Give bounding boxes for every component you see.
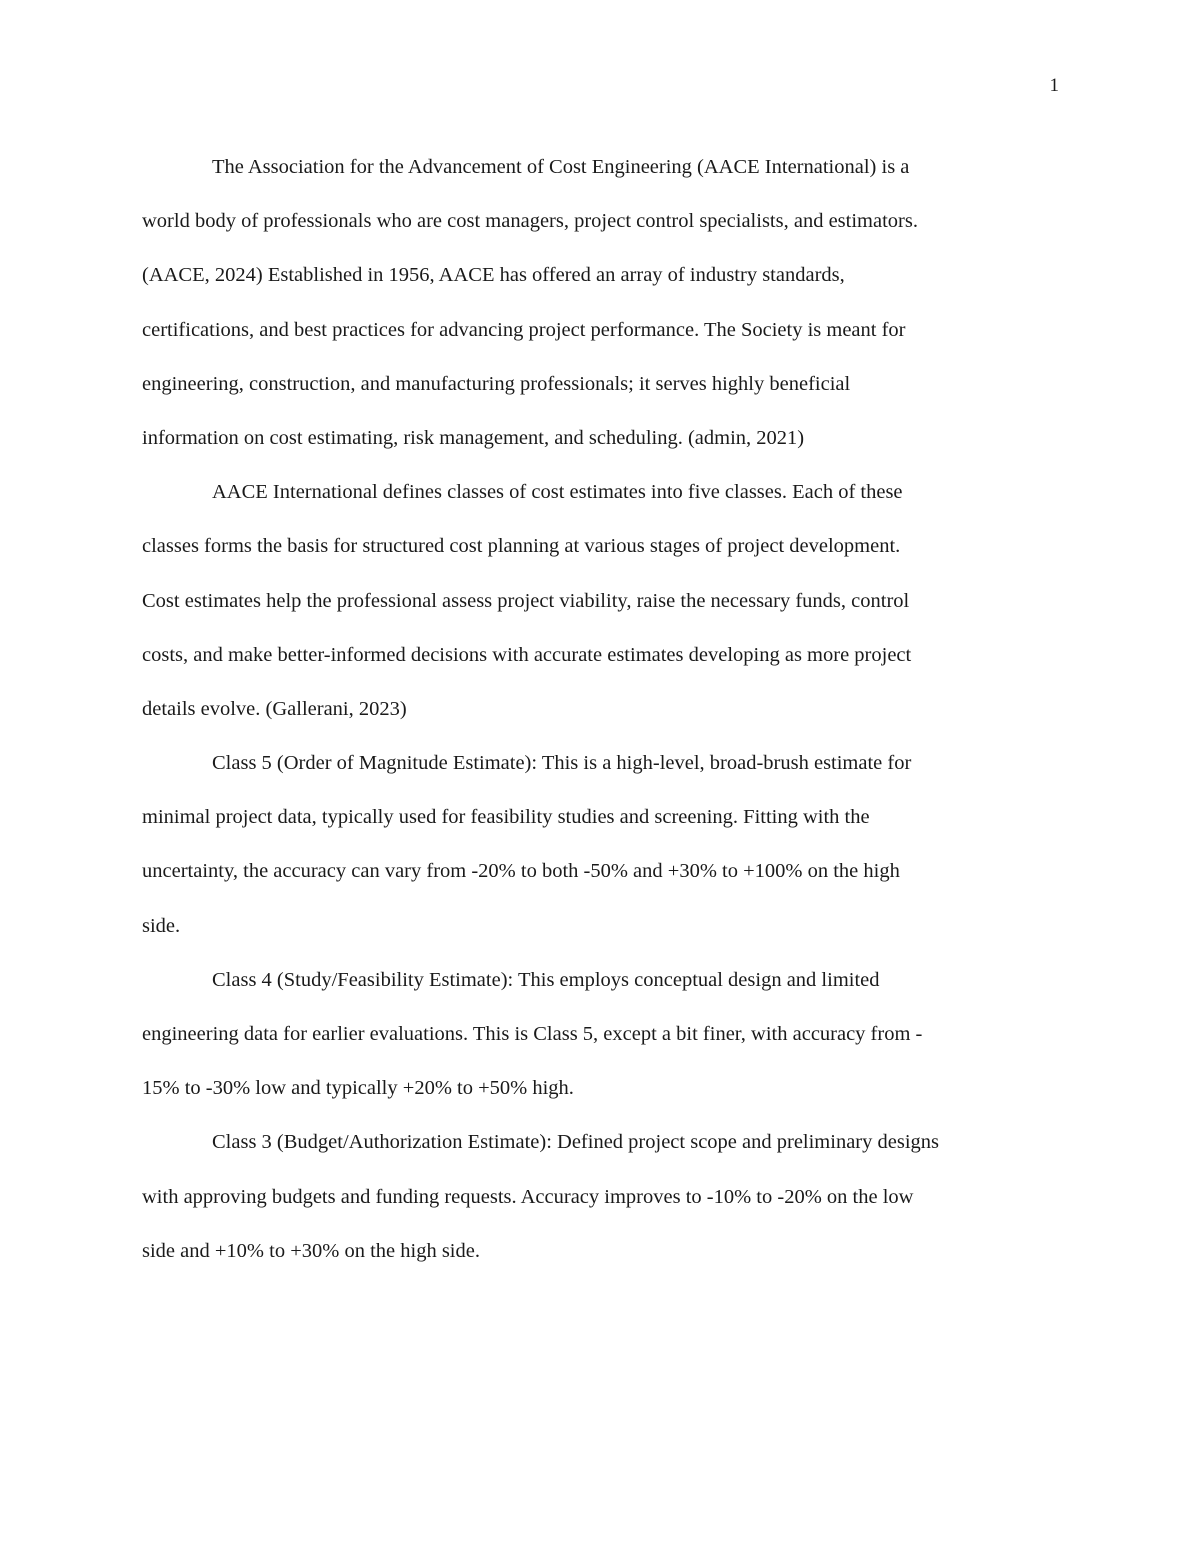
text-line: side and +10% to +30% on the high side. (142, 1239, 480, 1262)
text-line: certifications, and best practices for advancing project performance. The Society is meant for (142, 318, 906, 341)
text-line: Cost estimates help the professional assess project viability, raise the necessary funds, control (142, 589, 910, 612)
text-line: Class 3 (Budget/Authorization Estimate): Defined project scope and preliminary designs (212, 1131, 939, 1154)
text-line: minimal project data, typically used for feasibility studies and screening. Fitting with the (142, 806, 870, 829)
text-line: world body of professionals who are cost managers, project control specialists, and estimators. (142, 210, 918, 233)
text-line: side. (142, 914, 181, 937)
text-line: The Association for the Advancement of Cost Engineering (AACE International) is a (212, 156, 910, 178)
text-line: engineering data for earlier evaluations. This is Class 5, except a bit finer, with accuracy from - (142, 1023, 923, 1045)
text-line: uncertainty, the accuracy can vary from -20% to both -50% and +30% to +100% on the high (142, 860, 900, 883)
text-line: details evolve. (Gallerani, 2023) (142, 697, 407, 720)
text-line: 15% to -30% low and typically +20% to +50% high. (142, 1077, 574, 1100)
text-line: information on cost estimating, risk management, and scheduling. (admin, 2021) (142, 426, 805, 449)
text-line: Class 4 (Study/Feasibility Estimate): This employs conceptual design and limited (212, 968, 880, 991)
document-body (142, 140, 1060, 1278)
page-number: 1 (1049, 75, 1059, 96)
text-line: Class 5 (Order of Magnitude Estimate): This is a high-level, broad-brush estimate for (212, 752, 912, 775)
text-line: engineering, construction, and manufacturing professionals; it serves highly beneficial (142, 372, 851, 395)
text-line: classes forms the basis for structured cost planning at various stages of project development. (142, 535, 901, 558)
text-line: costs, and make better-informed decisions with accurate estimates developing as more project (142, 643, 912, 666)
text-line: (AACE, 2024) Established in 1956, AACE has offered an array of industry standards, (142, 264, 845, 287)
text-line: with approving budgets and funding requests. Accuracy improves to -10% to -20% on the low (142, 1185, 914, 1208)
text-line: AACE International defines classes of cost estimates into five classes. Each of these (212, 481, 903, 504)
